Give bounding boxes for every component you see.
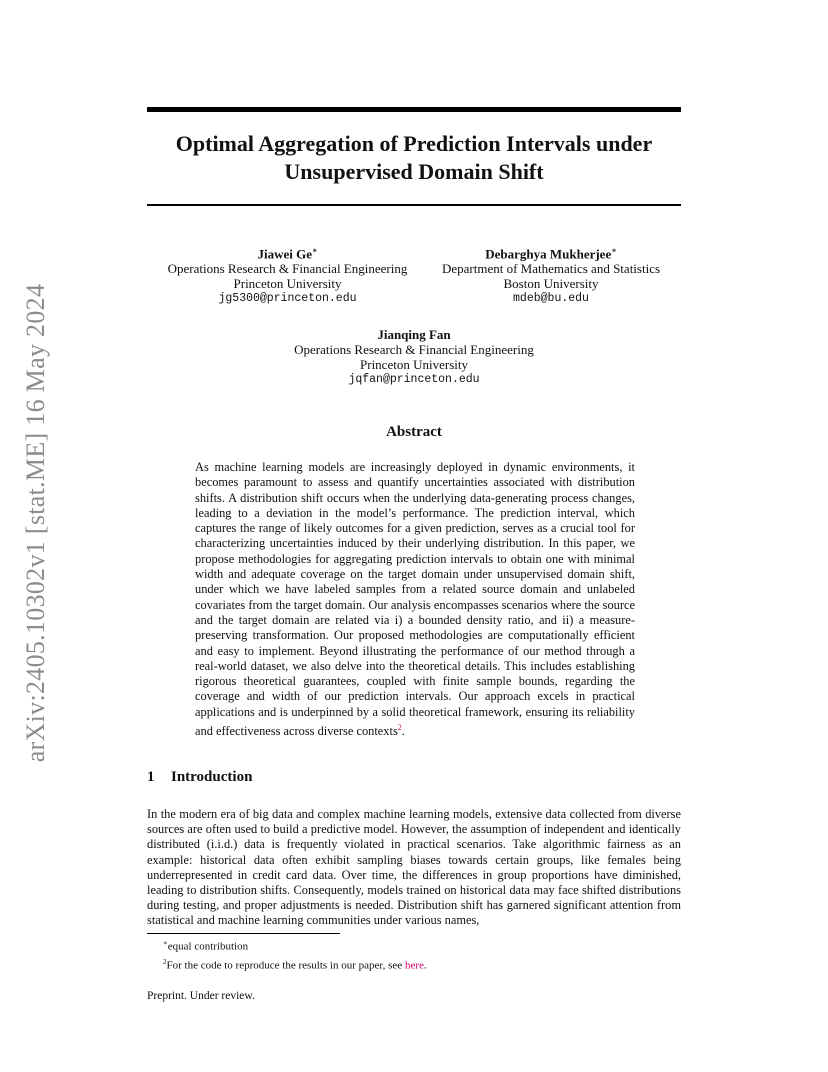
preprint-note: Preprint. Under review.: [147, 990, 255, 1002]
introduction-paragraph: In the modern era of big data and complex machine learning models, extensive data collected from diverse sources are often used to build a predictive model. However, the assumption of independent and identically distributed (i.i.d.) data is frequently violated in practical scenarios. Take algorithmic fairness as an example: historical data often exhibit sampling biases towards certain groups, like females being underrepresented in credit card data. Over time, the differences in group proportions have diminished, leading to distribution shifts. Consequently, models trained on historical data may face shifted distributions during testing, and proper adjustments is needed. Distribution shift has garnered significant attention from statistical and machine learning communities under various names,: [147, 807, 681, 928]
section-title: Introduction: [171, 769, 253, 785]
author-email[interactable]: jg5300@princeton.edu: [218, 292, 357, 306]
title-bottom-rule: [147, 204, 681, 206]
author-name: Jianqing Fan: [377, 327, 451, 342]
author-affiliation: Department of Mathematics and Statistics: [441, 261, 661, 277]
footnote-rule: [147, 933, 340, 934]
equal-contribution-mark: ∗: [611, 246, 617, 255]
title-line-1: Optimal Aggregation of Prediction Intervals under: [175, 131, 653, 156]
author-institution: Princeton University: [233, 276, 342, 292]
author-block-mukherjee: [432, 243, 670, 306]
author-affiliation: Operations Research & Financial Engineering: [294, 342, 534, 357]
equal-contribution-mark: ∗: [311, 246, 318, 255]
code-link[interactable]: here: [404, 959, 424, 972]
footnote-1: ∗equal contribution: [163, 939, 249, 953]
arxiv-stamp: [16, 272, 56, 774]
section-heading-introduction: [147, 769, 252, 786]
author-email[interactable]: mdeb@bu.edu: [513, 292, 589, 306]
author-affiliation: Operations Research & Financial Engineering: [167, 261, 408, 277]
author-block-ge: [150, 243, 425, 306]
title-line-2: Unsupervised Domain Shift: [284, 159, 544, 184]
abstract-body: As machine learning models are increasingly deployed in dynamic environments, it becomes paramount to assess and quantify uncertainties associated with distribution shifts. A distribution shift occurs when the underlying data-generating process changes, leading to a deviation in the model’s performance. The prediction interval, which captures the range of likely outcomes for a given prediction, serves as a crucial tool for characterizing uncertainties induced by their underlying distribution. In this paper, we propose methodologies for aggregating prediction intervals to obtain one with minimal width and adequate coverage on the target domain under unsupervised domain shift, under which we have labeled samples from a related source domain and unlabeled covariates from the target domain. Our analysis encompasses scenarios where the source and the target domain are related via i) a bounded density ratio, and ii) a measure-preserving transformation. Our proposed methodologies are computationally efficient and easy to implement. Beyond illustrating the performance of our method through a real-world dataset, we also delve into the theoretical details. This includes establishing rigorous theoretical guarantees, coupled with finite sample bounds, regarding the coverage and width of our prediction intervals. Our approach excels in practical applications and is underpinned by a solid theoretical framework, ensuring its reliability and effectiveness across diverse contexts$^2$.: [195, 460, 635, 739]
author-email[interactable]: jqfan@princeton.edu: [348, 373, 480, 386]
author-name: Jiawei Ge∗: [257, 246, 318, 262]
footnote-ref-2[interactable]: 2: [397, 723, 402, 733]
author-block-fan: [264, 327, 564, 387]
abstract-heading: Abstract: [386, 424, 442, 440]
footnotes: [163, 936, 427, 973]
author-name: Debarghya Mukherjee∗: [485, 246, 617, 262]
author-institution: Princeton University: [360, 357, 468, 372]
title-top-rule: [147, 107, 681, 112]
author-institution: Boston University: [503, 276, 599, 292]
footnote-2: $^2$For the code to reproduce the results in our paper, see here.: [163, 957, 427, 972]
arxiv-id: arXiv:2405.10302v1 [stat.ME] 16 May 2024: [21, 283, 50, 763]
section-number: 1: [147, 769, 155, 785]
paper-title: [147, 130, 681, 186]
